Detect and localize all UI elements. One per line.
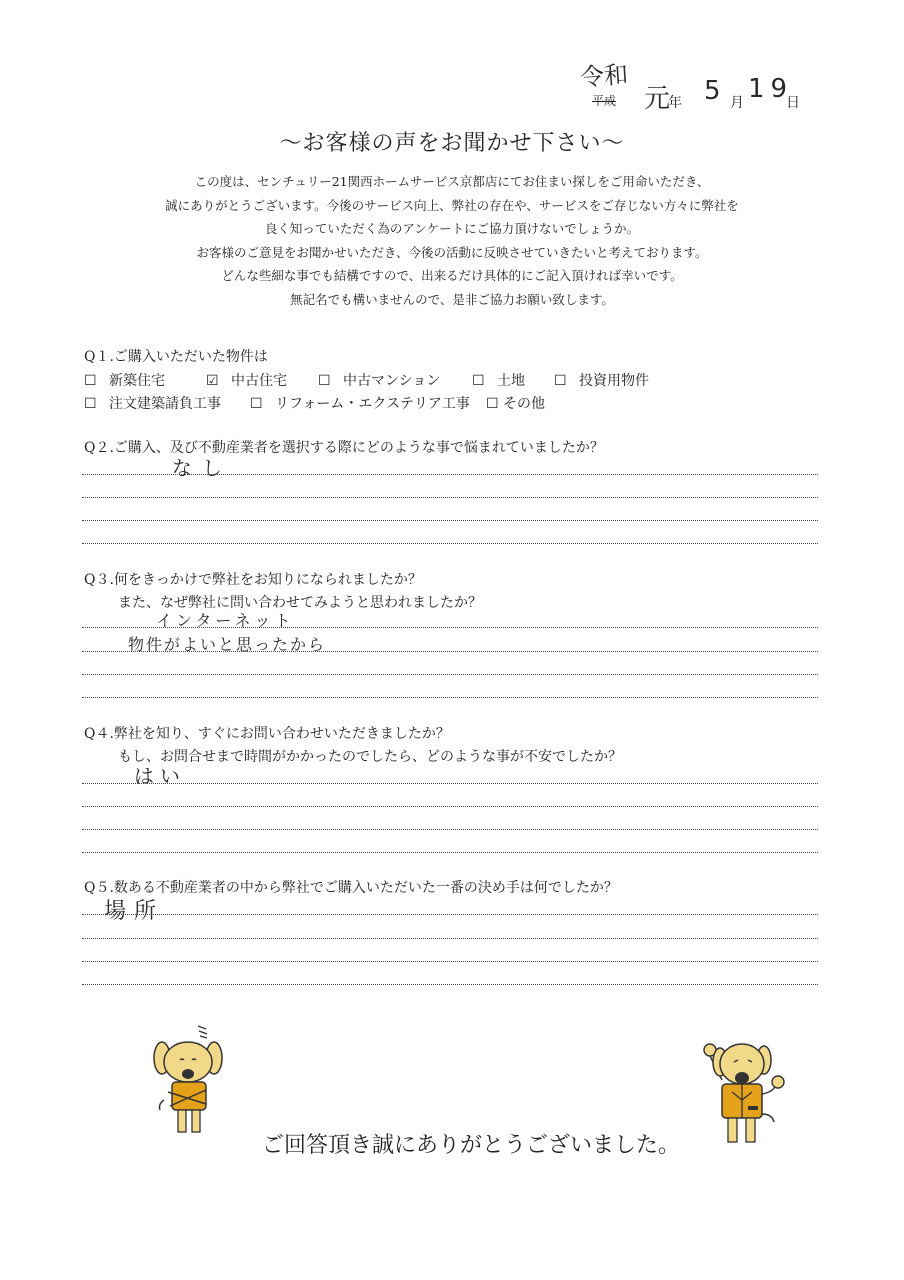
date-day-unit: 日 [786, 95, 800, 111]
checkbox-icon[interactable]: ☐ [318, 373, 331, 389]
checkbox-icon[interactable]: ☐ [84, 373, 97, 389]
checkbox-checked-icon[interactable]: ☑ [206, 373, 219, 389]
answer-line [82, 984, 818, 985]
q1-option-reform[interactable] [250, 393, 470, 413]
option-label: 土地 [497, 373, 526, 389]
answer-line [82, 543, 818, 544]
date-month: 5 [704, 76, 721, 106]
answer-line [82, 474, 818, 475]
answer-line [82, 852, 818, 853]
intro-line: どんな些細な事でも結構ですので、出来るだけ具体的にご記入頂ければ幸いです。 [221, 268, 683, 283]
answer-line [82, 938, 818, 939]
option-label: 注文建築請負工事 [109, 396, 222, 412]
option-label: 新築住宅 [109, 373, 166, 389]
q1-option-new-house[interactable] [84, 370, 165, 390]
q4-label: Q４.弊社を知り、すぐにお問い合わせいただきましたか？ [84, 726, 450, 742]
q1-option-custom-build[interactable] [84, 393, 221, 413]
option-label: 中古マンション [343, 373, 441, 389]
q2-label: Q２.ご購入、及び不動産業者を選択する際にどのような事で悩まれていましたか？ [84, 440, 604, 456]
checkbox-icon[interactable]: ☐ [554, 373, 567, 389]
q2-answer[interactable]: なし [172, 456, 232, 480]
q3-label: Q３.何をきっかけで弊社をお知りになられましたか？ [84, 572, 422, 588]
intro-line: 良く知っていただく為のアンケートにご協力頂けないでしょうか。 [264, 221, 640, 236]
answer-line [82, 806, 818, 807]
q4-answer[interactable]: はい [134, 764, 186, 788]
answer-line [82, 961, 818, 962]
q1-option-used-mansion[interactable] [318, 370, 440, 390]
q3-label-2: また、なぜ弊社に問い合わせてみようと思われましたか？ [118, 595, 482, 611]
q4-label-2: もし、お問合せまで時間がかかったのでしたら、どのような事が不安でしたか？ [118, 749, 622, 765]
checkbox-icon[interactable]: ☐ [250, 396, 263, 412]
intro-text [120, 170, 784, 311]
answer-line [82, 520, 818, 521]
date-year: 元 [644, 84, 671, 114]
date-month-unit: 月 [730, 95, 744, 111]
option-label: リフォーム・エクステリア工事 [275, 396, 470, 412]
answer-line [82, 829, 818, 830]
intro-line: 無記名でも構いませんので、是非ご協力お願い致します。 [290, 291, 614, 307]
checkbox-icon[interactable]: ☐ [486, 396, 499, 412]
q1-option-other[interactable] [486, 393, 545, 413]
q1-option-used-house[interactable] [206, 370, 287, 390]
date-day: 19 [748, 74, 794, 104]
date-era-handwritten: 令和 [579, 60, 630, 92]
page-title: ～お客様の声をお聞かせ下さい～ [279, 131, 625, 156]
date-era-struck: 平成 [592, 94, 617, 108]
q1-option-land[interactable] [472, 370, 525, 390]
answer-line [82, 783, 818, 784]
option-label: 中古住宅 [231, 373, 288, 389]
intro-line: お客様のご意見をお聞かせいただき、今後の活動に反映させていきたいと考えております。 [196, 244, 708, 260]
closing-message: ご回答頂き誠にありがとうございました。 [262, 1133, 681, 1158]
intro-line: 誠にありがとうございます。今後のサービス向上、弊社の存在や、サービスをご存じない方々に弊社を [165, 197, 739, 213]
q3-answer-1[interactable]: インターネット [156, 611, 295, 630]
checkbox-icon[interactable]: ☐ [84, 396, 97, 412]
option-label: 投資用物件 [579, 373, 650, 389]
answer-line [82, 697, 818, 698]
answer-line [82, 627, 818, 628]
answer-line [82, 497, 818, 498]
mascot-dog-cheering-icon [696, 1036, 788, 1148]
answer-line [82, 914, 818, 915]
q5-label: Q５.数ある不動産業者の中から弊社でご購入いただいた一番の決め手は何でしたか？ [84, 880, 618, 896]
q1-label: Q１.ご購入いただいた物件は [84, 349, 268, 365]
q5-answer[interactable]: 場所 [104, 899, 165, 924]
option-label: その他 [503, 396, 546, 412]
answer-line [82, 674, 818, 675]
intro-line: この度は、センチュリー21関西ホームサービス京都店にてお住まい探しをご用命いただき、 [194, 174, 710, 189]
q1-option-investment[interactable] [554, 370, 649, 390]
checkbox-icon[interactable]: ☐ [472, 373, 485, 389]
q3-answer-2[interactable]: 物件がよいと思ったから [128, 635, 327, 654]
mascot-dog-bowing-icon [150, 1024, 230, 1138]
date-year-unit: 年 [668, 95, 682, 111]
answer-line [82, 651, 818, 652]
